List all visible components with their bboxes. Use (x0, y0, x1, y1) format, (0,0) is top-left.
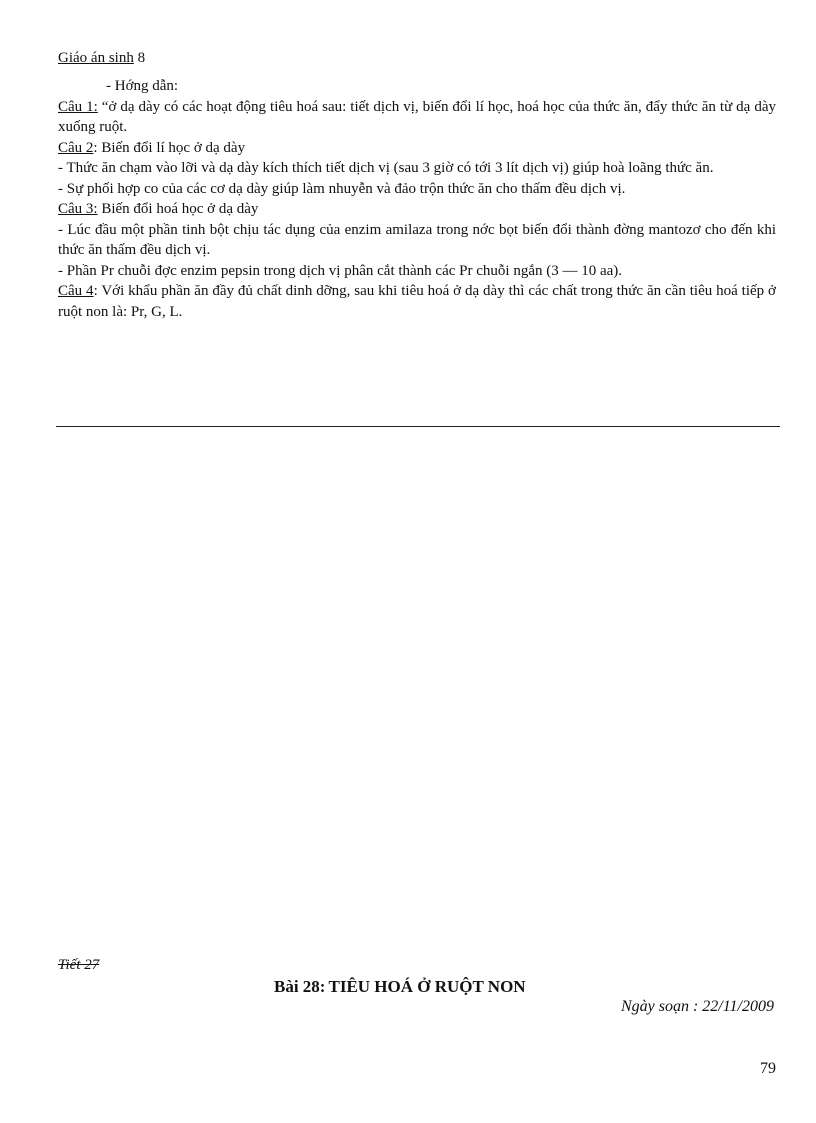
question-3-point-1: - Lúc đầu một phần tinh bột chịu tác dụng của enzim amilaza trong nớc bọt biến đổi thành đờng mantozơ cho đến khi thức ăn thấm đều dịch vị. (58, 221, 776, 258)
question-1 (58, 97, 776, 138)
question-3-label: Câu 3: (58, 201, 98, 217)
question-1-label: Câu 1: (58, 98, 98, 115)
page-header (58, 50, 145, 67)
lesson-title-text: TIÊU HOÁ Ở RUỘT NON (328, 977, 526, 996)
question-2-point-2: - Sự phối hợp co của các cơ dạ dày giúp làm nhuyễn và đảo trộn thức ăn cho thấm đều dịch vị. (58, 180, 626, 197)
horizontal-divider (56, 426, 780, 427)
question-2 (58, 138, 776, 159)
lesson-title (274, 977, 526, 997)
question-3 (58, 199, 776, 220)
question-4-label: Câu 4 (58, 283, 94, 299)
question-2-point-1: - Thức ăn chạm vào lỡi và dạ dày kích thích tiết dịch vị (sau 3 giờ có tới 3 lít dịch vị) giúp hoà loãng thức ăn. (58, 160, 714, 176)
question-3-point-2: - Phần Pr chuỗi đợc enzim pepsin trong dịch vị phân cắt thành các Pr chuỗi ngắn (3 — 10 aa). (58, 262, 623, 279)
lesson-number: Bài 28: (274, 977, 326, 996)
lesson-period: Tiết 27 (58, 957, 100, 973)
question-4-text: : Với khẩu phần ăn đầy đủ chất dinh dỡng, sau khi tiêu hoá ở dạ dày thì các chất trong thức ăn cần tiêu hoá tiếp ở ruột non là: Pr, G, L. (58, 283, 776, 320)
question-2-label: Câu 2 (58, 139, 94, 156)
preparation-date: Ngày soạn : 22/11/2009 (620, 998, 774, 1015)
question-4 (58, 281, 776, 322)
header-subject: Giáo án sinh (58, 50, 134, 66)
question-3-text: Biến đổi hoá học ở dạ dày (97, 201, 259, 217)
header-grade: 8 (137, 50, 146, 66)
question-1-text: “ở dạ dày có các hoạt động tiêu hoá sau: tiết dịch vị, biến đổi lí học, hoá học của thức ăn, đẩy thức ăn từ dạ dày xuống ruột. (58, 98, 776, 135)
question-2-text: : Biến đổi lí học ở dạ dày (93, 139, 246, 156)
document-body (58, 76, 776, 322)
page-number: 79 (760, 1060, 776, 1077)
guide-heading: - Hớng dẫn: (106, 78, 179, 94)
